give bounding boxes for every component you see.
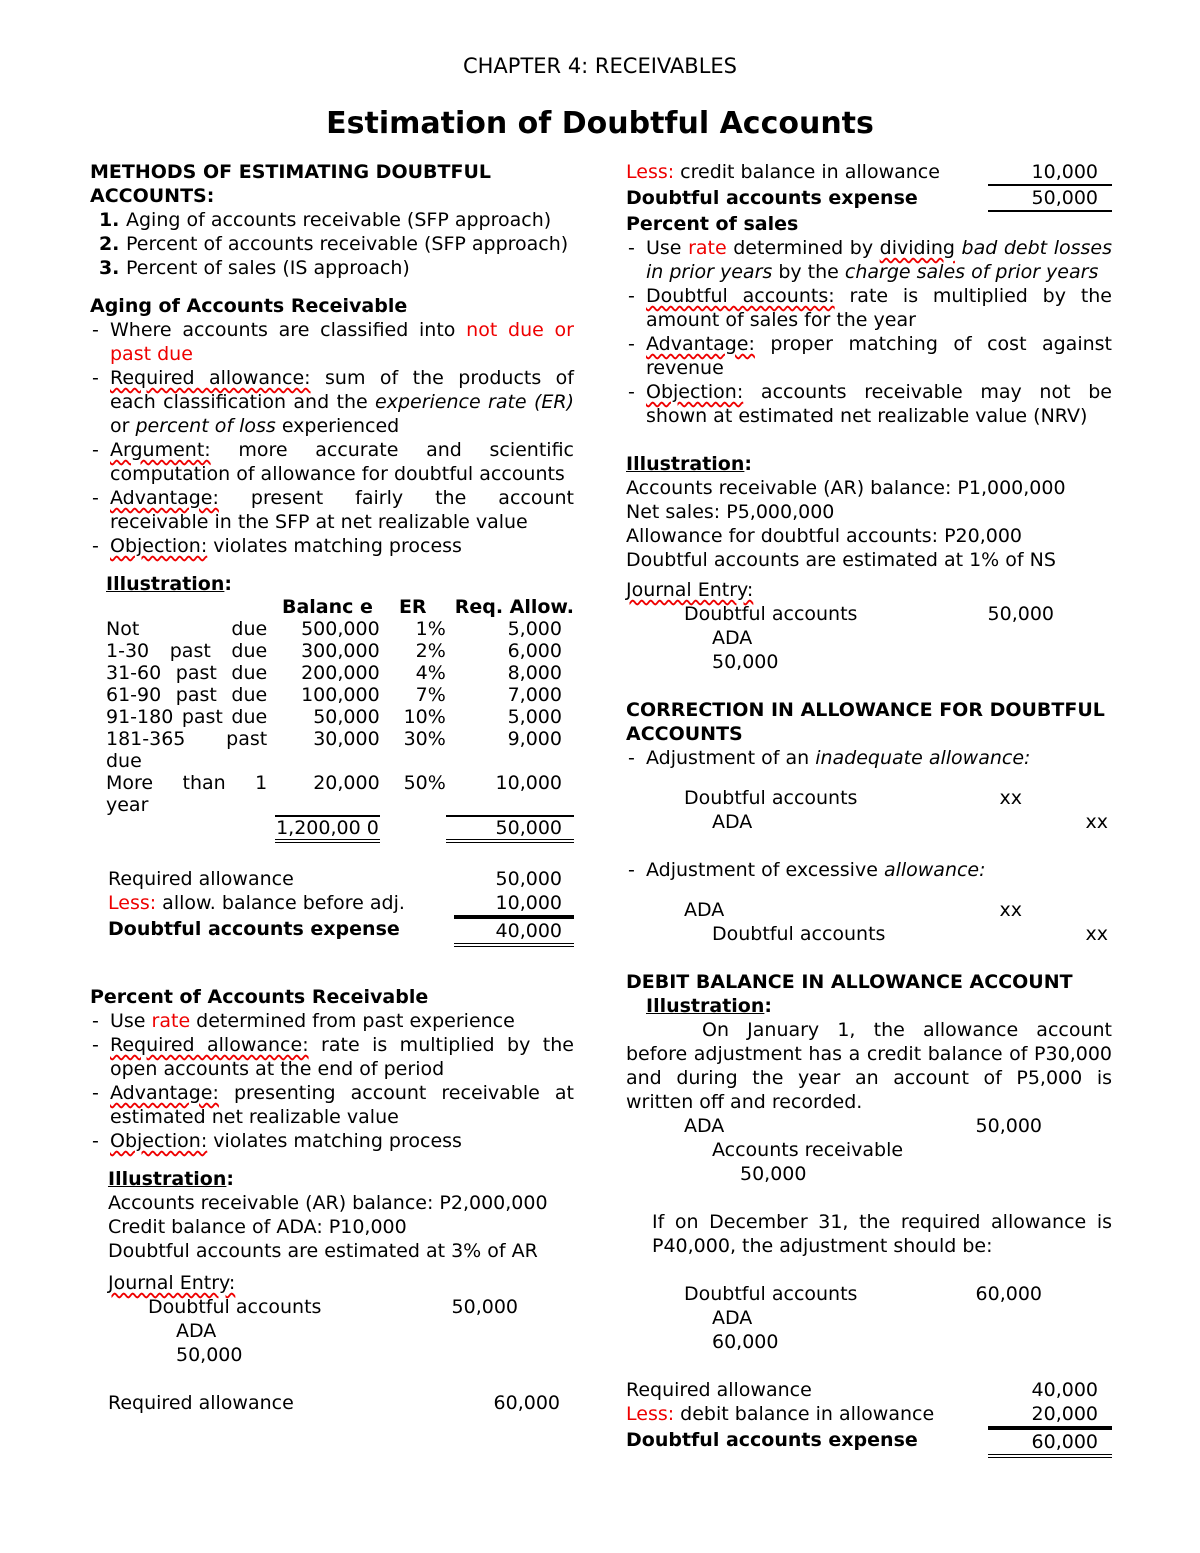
aging-balance: 100,000: [301, 684, 380, 706]
aging-bullet-argument: - Argument: more accurate and scientific computation of allowance for doubtful accounts: [90, 438, 574, 486]
aging-label: More than 1 year: [106, 772, 268, 816]
right-column: [626, 160, 1112, 1458]
pct-ar-heading: Percent of Accounts Receivable: [90, 986, 429, 1008]
correction-bullet-inadequate: - Adjustment of an inadequate allowance:: [626, 746, 1112, 770]
debit-expense-row: Doubtful accounts expense 60,000: [626, 1428, 1112, 1458]
summary-expense-label: Doubtful accounts expense: [108, 918, 400, 940]
debit-req-row: Required allowance 40,000: [626, 1379, 1098, 1401]
pct-ar-je-credit-amt: 50,000: [176, 1344, 243, 1366]
method-item: 3. Percent of sales (IS approach): [126, 256, 574, 280]
page-title: Estimation of Doubtful Accounts: [326, 106, 874, 141]
debit-je2-credit: ADA: [712, 1307, 753, 1329]
pct-ar-expense-row: Doubtful accounts expense 50,000: [626, 186, 1112, 212]
debit-adjustment-text: If on December 31, the required allowance is P40,000, the adjustment should be:: [652, 1211, 1112, 1257]
aging-req: 5,000: [507, 706, 562, 728]
aging-bullet-objection: - Objection: violates matching process: [90, 534, 574, 558]
aging-table-row: [106, 618, 574, 640]
total-req: 50,000: [446, 816, 574, 841]
aging-er: 10%: [403, 706, 446, 728]
aging-er: 50%: [403, 772, 446, 794]
pct-sales-je-credit-amt: 50,000: [712, 651, 779, 673]
chapter-heading: CHAPTER 4: RECEIVABLES: [462, 54, 738, 78]
correction-bullet-excessive: - Adjustment of excessive allowance:: [626, 858, 1112, 882]
aging-table-row: [106, 662, 574, 684]
correction-heading: CORRECTION IN ALLOWANCE FOR DOUBTFUL ACCOUNTS: [626, 699, 1105, 745]
debit-paragraph: On January 1, the allowance account before adjustment has a credit balance of P30,000 and during the year an account of P5,000 is written off and recorded.: [626, 1019, 1112, 1113]
pct-ar-line: Doubtful accounts are estimated at 3% of AR: [108, 1240, 538, 1262]
summary-req-amt: 50,000: [495, 868, 562, 890]
summary-req-label: Required allowance: [108, 868, 294, 890]
method-item: 2. Percent of accounts receivable (SFP approach): [126, 232, 574, 256]
debit-je2-credit-amt: 60,000: [712, 1331, 779, 1353]
pct-sales-journal-label: Journal Entry:: [626, 579, 754, 601]
aging-balance: 30,000: [313, 728, 380, 750]
aging-bullet-classification: - Where accounts are classified into not due or past due: [90, 318, 574, 366]
aging-balance: 500,000: [301, 618, 380, 640]
aging-table-row: [106, 728, 574, 772]
pct-ar-je-debit: Doubtful accounts 50,000: [148, 1296, 518, 1318]
pct-sales-heading: Percent of sales: [626, 213, 799, 235]
aging-label: 31-60 past due: [106, 662, 268, 684]
pct-ar-je-credit: ADA: [176, 1320, 217, 1342]
aging-table-row: [106, 640, 574, 662]
pct-ar-journal-label: Journal Entry:: [108, 1272, 236, 1294]
method-item: 1. Aging of accounts receivable (SFP approach): [126, 208, 574, 232]
pct-sales-line: Allowance for doubtful accounts: P20,000: [626, 525, 1023, 547]
aging-label: 181-365 past due: [106, 728, 268, 772]
aging-table-row: [106, 772, 574, 816]
pct-sales-line: Doubtful accounts are estimated at 1% of NS: [626, 549, 1056, 571]
pct-sales-bullets: [626, 236, 1112, 428]
pct-ar-illustration-label: Illustration: [108, 1168, 227, 1190]
debit-je2-debit: Doubtful accounts 60,000: [684, 1283, 1042, 1305]
pct-ar-bullet-required: - Required allowance: rate is multiplied by the open accounts at the end of period: [90, 1033, 574, 1081]
summary-less-amt: 10,000: [454, 891, 574, 917]
summary-expense-amt: 40,000: [454, 917, 574, 947]
debit-je1-credit: Accounts receivable: [712, 1139, 904, 1161]
aging-table-row: [106, 706, 574, 728]
methods-list: [90, 208, 574, 280]
pct-ar-required: Required allowance 60,000: [108, 1392, 560, 1414]
aging-er: 1%: [415, 618, 446, 640]
aging-bullets: [90, 318, 574, 558]
pct-ar-bullet-advantage: - Advantage: presenting account receivable at estimated net realizable value: [90, 1081, 574, 1129]
aging-er: 4%: [415, 662, 446, 684]
debit-illustration-label: Illustration:: [646, 995, 772, 1017]
aging-illustration-label: Illustration:: [106, 573, 232, 595]
left-column: [90, 160, 574, 1415]
aging-er: 2%: [415, 640, 446, 662]
pct-ar-line: Accounts receivable (AR) balance: P2,000,000: [108, 1192, 548, 1214]
correction-e2-debit: ADA xx: [684, 899, 1022, 921]
aging-bullet-required: - Required allowance: sum of the products of each classification and the experience rate (ER) or percent of loss experienced: [90, 366, 574, 438]
pct-ar-bullets: [90, 1009, 574, 1153]
aging-label: Not due: [106, 618, 268, 640]
aging-req: 5,000: [507, 618, 562, 640]
pct-ar-bullet-rate: - Use rate determined from past experience: [90, 1009, 574, 1033]
pct-ar-line: Credit balance of ADA: P10,000: [108, 1216, 407, 1238]
aging-er: 30%: [403, 728, 446, 750]
aging-balance: 300,000: [301, 640, 380, 662]
total-balance: 1,200,00 0: [276, 817, 379, 839]
debit-je1-credit-amt: 50,000: [740, 1163, 807, 1185]
pct-sales-bullet-rate: - Use rate determined by dividing bad debt losses in prior years by the charge sales of prior years: [626, 236, 1112, 284]
aging-req: 8,000: [507, 662, 562, 684]
aging-summary: [90, 867, 574, 947]
pct-sales-je-debit: Doubtful accounts 50,000: [684, 603, 1054, 625]
aging-req: 6,000: [507, 640, 562, 662]
aging-bullet-advantage: - Advantage: present fairly the account receivable in the SFP at net realizable value: [90, 486, 574, 534]
summary-less-label: Less: allow. balance before adj.: [108, 892, 405, 914]
debit-je1-debit: ADA 50,000: [684, 1115, 1042, 1137]
aging-table: [106, 596, 574, 843]
pct-ar-bullet-objection: - Objection: violates matching process: [90, 1129, 574, 1153]
aging-label: 91-180 past due: [106, 706, 268, 728]
pct-ar-illustration: Illustration: Accounts receivable (AR) balance: P2,000,000 Credit balance of ADA: P10,000 Doubtful accounts are estimated at 3% of AR Journal Entry: Doubtful accounts 50,000 ADA 50,000 Required allowance 60,000: [90, 1167, 574, 1415]
aging-req: 7,000: [507, 684, 562, 706]
aging-req: 10,000: [495, 772, 562, 794]
debit-heading: DEBIT BALANCE IN ALLOWANCE ACCOUNT: [626, 971, 1073, 993]
pct-sales-illustration-label: Illustration:: [626, 453, 752, 475]
aging-er: 7%: [415, 684, 446, 706]
correction-e2-credit: Doubtful accounts xx: [712, 923, 1108, 945]
aging-table-header: [106, 596, 574, 618]
col-req-allow: Req. Allow.: [454, 596, 574, 618]
pct-ar-less-row: Less: credit balance in allowance 10,000: [626, 160, 1112, 186]
aging-heading: Aging of Accounts Receivable: [90, 295, 408, 317]
aging-total-row: [106, 816, 574, 841]
pct-sales-bullet-doubtful: - Doubtful accounts: rate is multiplied by the amount of sales for the year: [626, 284, 1112, 332]
aging-table-row: [106, 684, 574, 706]
pct-sales-line: Accounts receivable (AR) balance: P1,000,000: [626, 477, 1066, 499]
pct-sales-line: Net sales: P5,000,000: [626, 501, 835, 523]
aging-balance: 50,000: [313, 706, 380, 728]
aging-balance: 200,000: [301, 662, 380, 684]
methods-heading: METHODS OF ESTIMATING DOUBTFUL ACCOUNTS:: [90, 161, 491, 207]
aging-label: 61-90 past due: [106, 684, 268, 706]
aging-req: 9,000: [507, 728, 562, 750]
aging-label: 1-30 past due: [106, 640, 268, 662]
correction-e1-credit: ADA xx: [712, 811, 1108, 833]
pct-sales-je-credit: ADA: [712, 627, 753, 649]
debit-less-row: Less: debit balance in allowance 20,000: [626, 1402, 1112, 1428]
col-er: ER: [398, 596, 427, 618]
correction-e1-debit: Doubtful accounts xx: [684, 787, 1022, 809]
col-balance: Balanc e: [281, 596, 373, 618]
aging-balance: 20,000: [313, 772, 380, 794]
pct-sales-bullet-objection: - Objection: accounts receivable may not be shown at estimated net realizable value (NRV): [626, 380, 1112, 428]
pct-sales-bullet-advantage: - Advantage: proper matching of cost against revenue: [626, 332, 1112, 380]
